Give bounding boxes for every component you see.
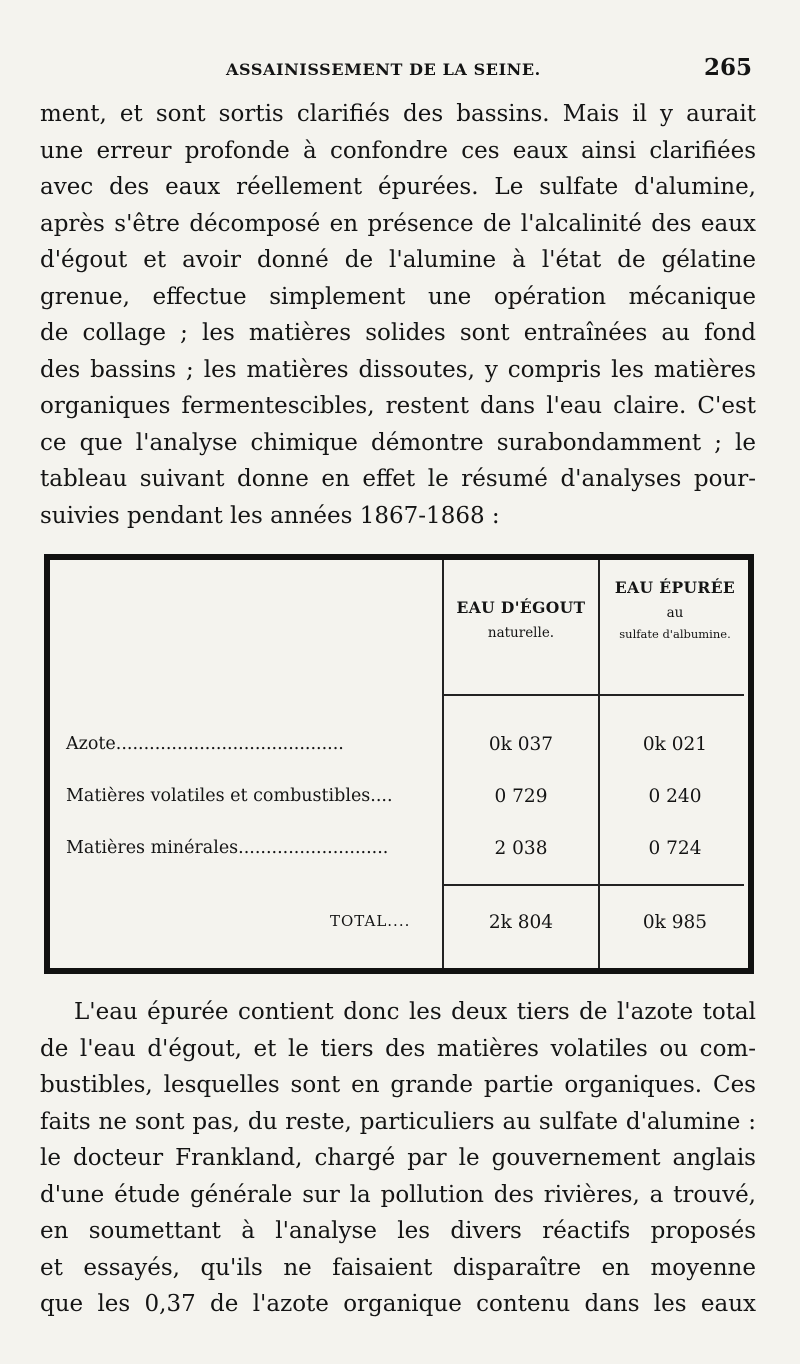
cell-egout: 0k 037 [488,734,554,755]
text-line: le docteur Frankland, chargé par le gouvernement anglais [40,1145,756,1171]
total-rule [444,884,744,886]
cell-epuree: 0k 021 [642,734,708,755]
row-label-total: TOTAL.... [330,912,411,930]
text-line: d'égout et avoir donné de l'alumine à l'état de gélatine [40,247,756,273]
row-label-volatiles: Matières volatiles et combustibles.... [66,786,393,806]
text-line: avec des eaux réellement épurées. Le sulfate d'alumine, [40,174,756,200]
cell-total-epuree: 0k 985 [642,912,708,933]
text-line: que les 0,37 de l'azote organique contenu dans les eaux [40,1291,756,1317]
paragraph-1 [40,96,756,534]
cell-egout: 0 729 [494,786,548,807]
column-header-epuree [600,578,750,641]
text-line: une erreur profonde à confondre ces eaux ainsi clarifiées [40,137,756,164]
text-line: de l'eau d'égout, et le tiers des matières volatiles ou com- [40,1035,756,1062]
text-line: tableau suivant donne en effet le résumé d'analyses pour- [40,466,756,492]
text-line: d'une étude générale sur la pollution des rivières, a trouvé, [40,1181,756,1208]
page-header [40,52,752,86]
text-line: de collage ; les matières solides sont entraînées au fond [40,320,756,346]
text-line: grenue, effectue simplement une opération mécanique [40,283,756,310]
running-title: ASSAINISSEMENT DE LA SEINE. [226,60,541,79]
row-label-minerales: Matières minérales........................... [66,838,389,858]
text-line: en soumettant à l'analyse les divers réactifs proposés [40,1218,756,1244]
column-title: EAU D'ÉGOUT [456,598,586,617]
text-line: suivies pendant les années 1867-1868 : [40,502,500,529]
cell-epuree: 0 724 [648,838,702,859]
paragraph-2 [40,994,756,1323]
row-label-azote: Azote......................................... [66,734,344,754]
column-title: EAU ÉPURÉE [614,578,736,597]
analysis-table [44,554,754,974]
header-rule [444,694,744,696]
text-line: bustibles, lesquelles sont en grande partie organiques. Ces [40,1072,756,1098]
column-header-egout [444,598,598,641]
column-subtitle: au [666,605,684,621]
text-line: ment, et sont sortis clarifiés des bassins. Mais il y aurait [40,101,756,127]
text-line: organiques fermentescibles, restent dans l'eau claire. C'est [40,393,756,419]
text-line: faits ne sont pas, du reste, particuliers au sulfate d'alumine : [40,1108,756,1135]
text-line: et essayés, qu'ils ne faisaient disparaître en moyenne [40,1254,756,1281]
cell-egout: 2 038 [494,838,548,859]
page-number: 265 [703,54,752,81]
text-line: ce que l'analyse chimique démontre surabondamment ; le [40,429,756,456]
text-line: des bassins ; les matières dissoutes, y compris les matières [40,356,756,383]
column-subtitle: sulfate d'albumine. [619,627,731,641]
text-line: après s'être décomposé en présence de l'alcalinité des eaux [40,210,756,237]
text-line: L'eau épurée contient donc les deux tiers de l'azote total [74,999,756,1025]
column-subtitle: naturelle. [487,625,555,641]
cell-epuree: 0 240 [648,786,702,807]
cell-total-egout: 2k 804 [488,912,554,933]
